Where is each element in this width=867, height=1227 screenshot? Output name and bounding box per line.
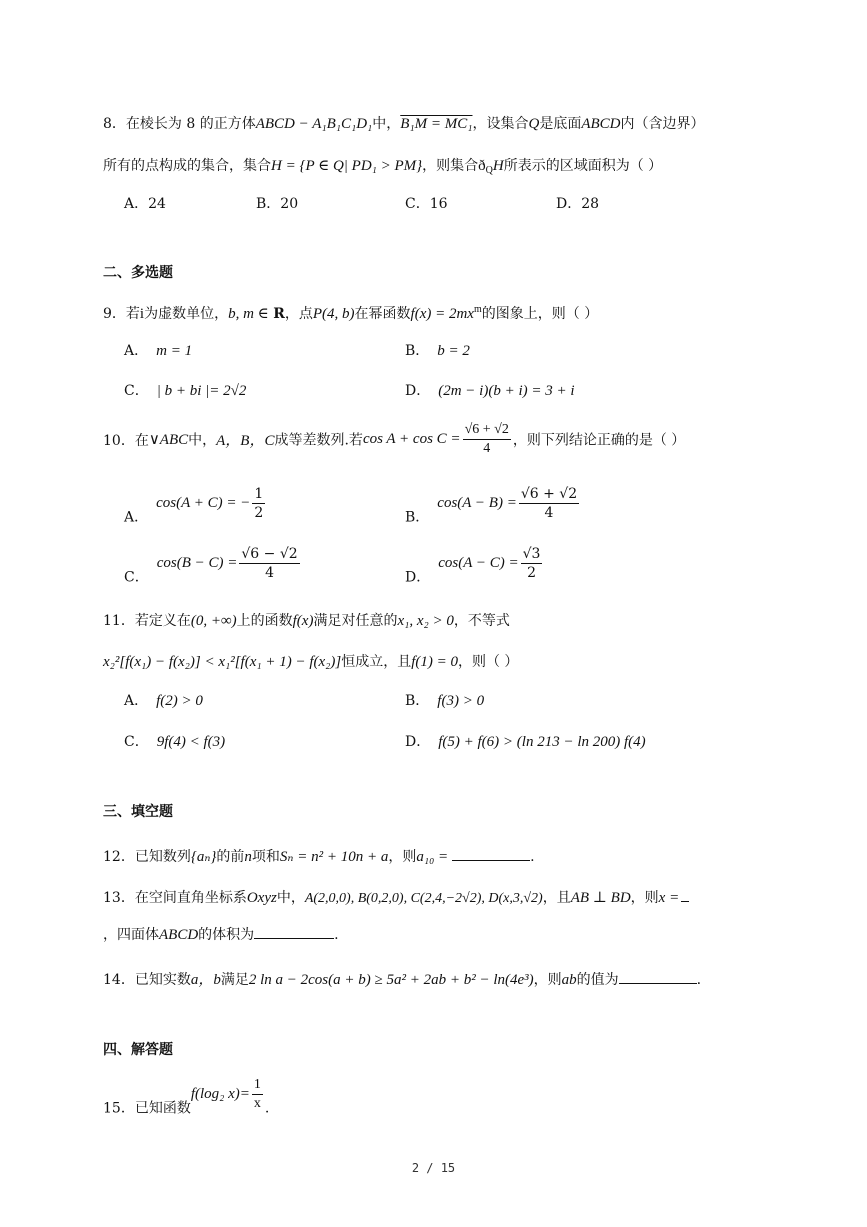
q13-points: A(2,0,0), B(0,2,0), C(2,4,−2√2), D(x,3,√2) — [304, 891, 543, 906]
option-expr: | b + bi |= 2√2 — [156, 383, 247, 399]
q13-perpendicular: AB ⊥ BD — [570, 890, 631, 906]
q11-text: 恒成立，且 — [341, 654, 412, 670]
q8-option-d: D．28 — [556, 196, 600, 212]
question-9-stem — [103, 303, 598, 323]
fraction-numerator: √6 + √2 — [520, 486, 578, 502]
q9-point: P(4, b) — [312, 306, 355, 322]
q9-text: 为虚数单位， — [144, 306, 229, 322]
q8-set-h-expr: H = {P ∈ Q| PD₁ > PM} — [271, 158, 423, 174]
q8-abcd: ABCD — [581, 116, 621, 132]
q9-i: i — [139, 306, 145, 322]
q8-text: 中， — [372, 116, 401, 132]
option-expr: cos(A + C) = − — [156, 495, 251, 511]
q13-oxyz: Oxyz — [246, 890, 277, 906]
q13-text: 13．在空间直角坐标系 — [103, 890, 247, 906]
question-14 — [103, 968, 701, 989]
q11-variables: x₁, x₂ > 0 — [397, 613, 454, 629]
q12-n: n — [244, 849, 252, 865]
fraction-numerator: √6 − √2 — [241, 546, 298, 562]
q11-text: 11．若定义在 — [103, 613, 191, 629]
question-12 — [103, 846, 535, 866]
section-heading-solution: 四、解答题 — [103, 1042, 173, 1058]
q13-x-answer-blank[interactable] — [681, 887, 689, 902]
option-label: D． — [405, 569, 431, 586]
q12-text: 的前 — [216, 849, 245, 865]
option-label: D． — [405, 734, 431, 750]
option-expr: 9f(4) < f(3) — [156, 734, 226, 750]
question-10-stem — [103, 421, 685, 458]
q9-bm: b, m ∈ — [228, 306, 269, 322]
option-expr: cos(A − B) = — [437, 495, 517, 511]
q14-answer-blank[interactable] — [619, 969, 697, 984]
q13-text: ，则 — [630, 890, 659, 906]
q13-abcd: ABCD — [159, 927, 199, 943]
q8-text: ，设集合 — [472, 116, 529, 132]
option-expr: cos(A − C) = — [438, 555, 519, 571]
option-label: B． — [405, 693, 430, 709]
option-fraction — [521, 545, 543, 582]
q14-text: 的值为 — [576, 972, 619, 988]
q14-text: 14．已知实数 — [103, 972, 191, 988]
option-label: B． — [405, 343, 430, 359]
q11-function: f(x) — [292, 613, 314, 629]
q13-text: . — [334, 927, 339, 943]
option-label: A． — [124, 343, 149, 359]
q10-angles: A，B，C — [216, 433, 275, 449]
q10-text: 中， — [188, 432, 217, 449]
q8-option-a: A．24 — [124, 196, 166, 212]
option-fraction — [239, 545, 299, 582]
q8-text: 内（含边界） — [620, 116, 705, 132]
q11-text: 满足对任意的 — [313, 613, 398, 629]
option-label: A． — [124, 693, 149, 709]
q12-text: 项和 — [251, 849, 280, 865]
q9-real-set: R — [273, 306, 285, 322]
q8-cube-expr: ABCD − A₁B₁C₁D₁ — [255, 116, 373, 132]
q9-function: f(x) = 2mx — [410, 306, 474, 322]
q9-option-a — [124, 340, 192, 360]
q8-text: 8．在棱长为 8 的正方体 — [103, 116, 256, 132]
question-8-line-2 — [103, 155, 662, 175]
q9-text: 的图象上，则（ ） — [481, 306, 599, 322]
fraction-denominator: 2 — [527, 565, 536, 581]
q13-text: ，四面体 — [103, 927, 159, 943]
option-label: C． — [124, 569, 149, 586]
q8-complement-h: H — [492, 158, 504, 174]
fraction-denominator: 4 — [483, 441, 491, 456]
q11-text: ，不等式 — [453, 613, 510, 629]
q12-text: ，则 — [388, 849, 417, 865]
q11-condition: f(1) = 0 — [411, 654, 458, 670]
q8-vector-expr: B₁M = MC₁ — [400, 116, 473, 132]
q10-option-b — [405, 485, 581, 527]
question-13-line-2 — [103, 924, 339, 944]
q14-ab: a，b — [190, 972, 221, 988]
fraction-denominator: 2 — [254, 505, 264, 521]
q9-text: 9．若 — [103, 306, 140, 322]
q10-condition-fraction — [463, 421, 511, 458]
q9-option-d — [405, 380, 575, 400]
q10-text: 成等差数列.若 — [274, 432, 363, 449]
question-8-line-1 — [103, 113, 705, 133]
option-expr: b = 2 — [437, 343, 470, 359]
option-expr: f(2) > 0 — [156, 693, 203, 709]
q15-function: f(log₂ x)= — [190, 1086, 250, 1102]
q15-text: 15．已知函数 — [103, 1100, 191, 1117]
q9-exponent: m — [473, 304, 482, 315]
question-13-line-1 — [103, 887, 689, 907]
q8-text: 所有的点构成的集合，集合 — [103, 158, 271, 174]
question-15 — [103, 1076, 269, 1118]
q8-text: 是底面 — [539, 116, 582, 132]
q13-x: x = — [658, 890, 680, 906]
q11-option-d — [405, 731, 646, 751]
q10-condition: cos A + cos C = — [362, 431, 461, 447]
q11-text: 上的函数 — [236, 613, 293, 629]
q11-interval: (0, +∞) — [190, 613, 237, 629]
q9-text: 在幂函数 — [354, 306, 411, 322]
q13-text: 的体积为 — [198, 927, 255, 943]
section-heading-fill-in: 三、填空题 — [103, 804, 173, 820]
q10-option-a — [124, 485, 267, 527]
q10-text: 10．在 — [103, 432, 149, 449]
q11-option-b — [405, 690, 484, 710]
fraction-numerator: 1 — [254, 486, 264, 502]
q8-option-c: C．16 — [405, 196, 448, 212]
option-expr: f(3) > 0 — [437, 693, 485, 709]
q8-complement-sub: Q — [485, 165, 493, 176]
q11-inequality: x₂²[f(x₁) − f(x₂)] < x₁²[f(x₁ + 1) − f(x₂)] — [103, 654, 342, 670]
q12-sum-expr: Sₙ = n² + 10n + a — [279, 849, 389, 865]
option-fraction — [519, 485, 579, 522]
fraction-numerator: 1 — [252, 1076, 263, 1095]
fraction-denominator: 4 — [544, 505, 554, 521]
q8-complement-symbol: ð — [478, 158, 486, 174]
section-heading-multiple-choice: 二、多选题 — [103, 265, 173, 281]
q12-text: . — [530, 849, 535, 865]
question-11-stem-line-1 — [103, 610, 510, 630]
option-fraction — [252, 485, 265, 522]
question-11-stem-line-2 — [103, 651, 518, 671]
q13-volume-answer-blank[interactable] — [254, 924, 334, 939]
option-label: C． — [124, 383, 149, 399]
q9-option-c — [124, 380, 246, 400]
page-number: 2 / 15 — [411, 1161, 456, 1175]
fraction-denominator: 4 — [265, 565, 274, 581]
option-expr: (2m − i)(b + i) = 3 + i — [438, 383, 575, 399]
q9-option-b — [405, 340, 470, 360]
q12-answer-blank[interactable] — [452, 846, 530, 861]
option-label: B． — [405, 509, 430, 526]
option-expr: m = 1 — [156, 343, 193, 359]
q10-option-c — [124, 545, 302, 587]
q8-option-b: B．20 — [256, 196, 299, 212]
q10-triangle: ∨ABC — [148, 432, 189, 448]
q14-text: 满足 — [220, 972, 249, 988]
q14-text: ，则 — [533, 972, 562, 988]
q8-text: 所表示的区域面积为（ ） — [503, 158, 663, 174]
q8-text: ，则集合 — [422, 158, 479, 174]
q14-text: . — [696, 972, 702, 988]
fraction-numerator: √6 + √2 — [463, 421, 511, 440]
q10-text: ，则下列结论正确的是（ ） — [512, 432, 686, 449]
q15-fraction — [252, 1076, 263, 1113]
option-expr: cos(B − C) = — [156, 555, 238, 571]
q14-inequality: 2 ln a − 2cos(a + b) ≥ 5a² + 2ab + b² − ln(4e³) — [248, 972, 534, 988]
q8-set-q: Q — [528, 116, 540, 132]
option-label: A． — [124, 509, 149, 526]
q11-text: ，则（ ） — [457, 654, 519, 670]
q12-text: 12．已知数列 — [103, 849, 191, 865]
option-label: C． — [124, 734, 149, 750]
q11-option-c — [124, 731, 225, 751]
q9-text: ，点 — [284, 306, 313, 322]
q12-a10: a₁₀ = — [416, 849, 449, 865]
option-label: D． — [405, 383, 431, 399]
q15-text: . — [264, 1100, 270, 1117]
q11-option-a — [124, 690, 203, 710]
option-expr: f(5) + f(6) > (ln 213 − ln 200) f(4) — [438, 734, 646, 750]
q13-text: ，且 — [542, 890, 571, 906]
q12-sequence: {aₙ} — [190, 849, 217, 865]
fraction-denominator: x — [253, 1096, 261, 1111]
q10-option-d — [405, 545, 544, 587]
q13-text: 中， — [276, 890, 305, 906]
q14-ab-product: ab — [561, 972, 577, 988]
fraction-numerator: √3 — [522, 546, 541, 562]
